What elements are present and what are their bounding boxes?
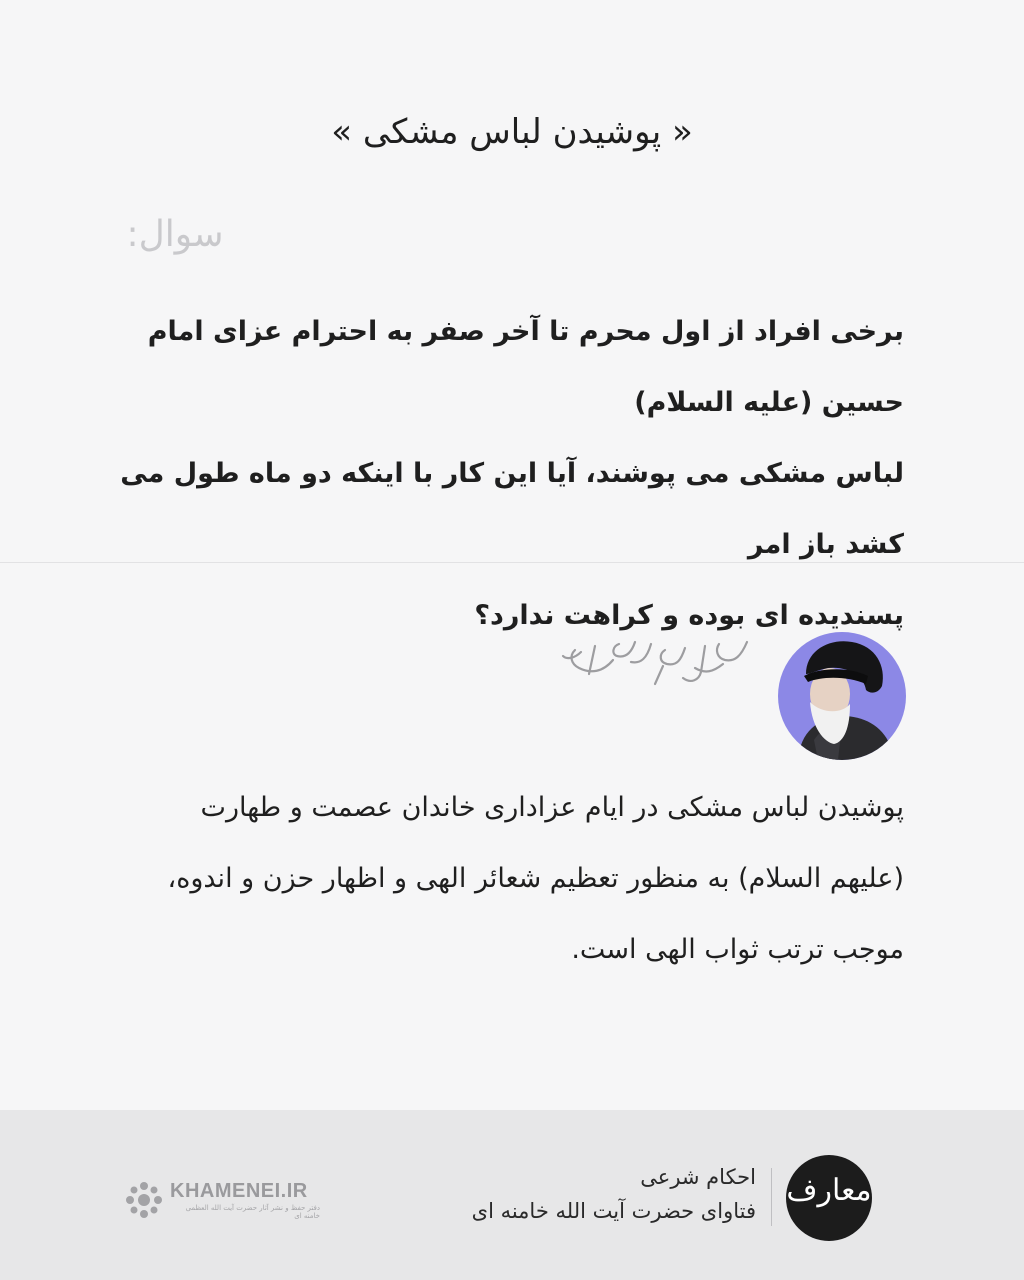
- footer-caption: [416, 1160, 756, 1228]
- question-line: برخی افراد از اول محرم تا آخر صفر به احترام عزای امام حسین (علیه السلام): [147, 316, 904, 418]
- answer-line: (علیهم السلام) به منظور تعظیم شعائر الهی و اظهار حزن و اندوه،: [167, 863, 904, 894]
- seal-text: معارف: [786, 1173, 872, 1208]
- khamenei-brand[interactable]: [124, 1180, 324, 1220]
- maaref-seal-icon: [786, 1155, 872, 1241]
- section-divider: [0, 562, 1024, 563]
- question-line: لباس مشکی می پوشند، آیا این کار با اینکه دو ماه طول می کشد باز امر: [120, 458, 904, 560]
- page-title: « پوشیدن لباس مشکی »: [331, 112, 693, 152]
- question-label: سوال:: [126, 214, 224, 255]
- footer-separator: [771, 1168, 772, 1226]
- answer-line: پوشیدن لباس مشکی در ایام عزاداری خاندان عصمت و طهارت: [200, 792, 904, 823]
- khamenei-logo-icon: [124, 1180, 164, 1220]
- basmala-calligraphy: [555, 628, 755, 698]
- brand-subtitle: دفتر حفظ و نشر آثار حضرت آیت الله العظمی خامنه ای: [185, 1204, 320, 1220]
- brand-name: KHAMENEI.IR: [170, 1180, 308, 1202]
- question-line: پسندیده ای بوده و کراهت ندارد؟: [474, 600, 904, 631]
- answer-text: [104, 772, 904, 985]
- footer-line-2: فتاوای حضرت آیت الله خامنه ای: [471, 1199, 756, 1223]
- question-text: [104, 296, 904, 651]
- portrait-avatar-icon: [778, 632, 906, 760]
- answer-line: موجب ترتب ثواب الهی است.: [571, 934, 904, 965]
- footer-bar: [0, 1110, 1024, 1280]
- footer-line-1: احکام شرعی: [640, 1165, 756, 1189]
